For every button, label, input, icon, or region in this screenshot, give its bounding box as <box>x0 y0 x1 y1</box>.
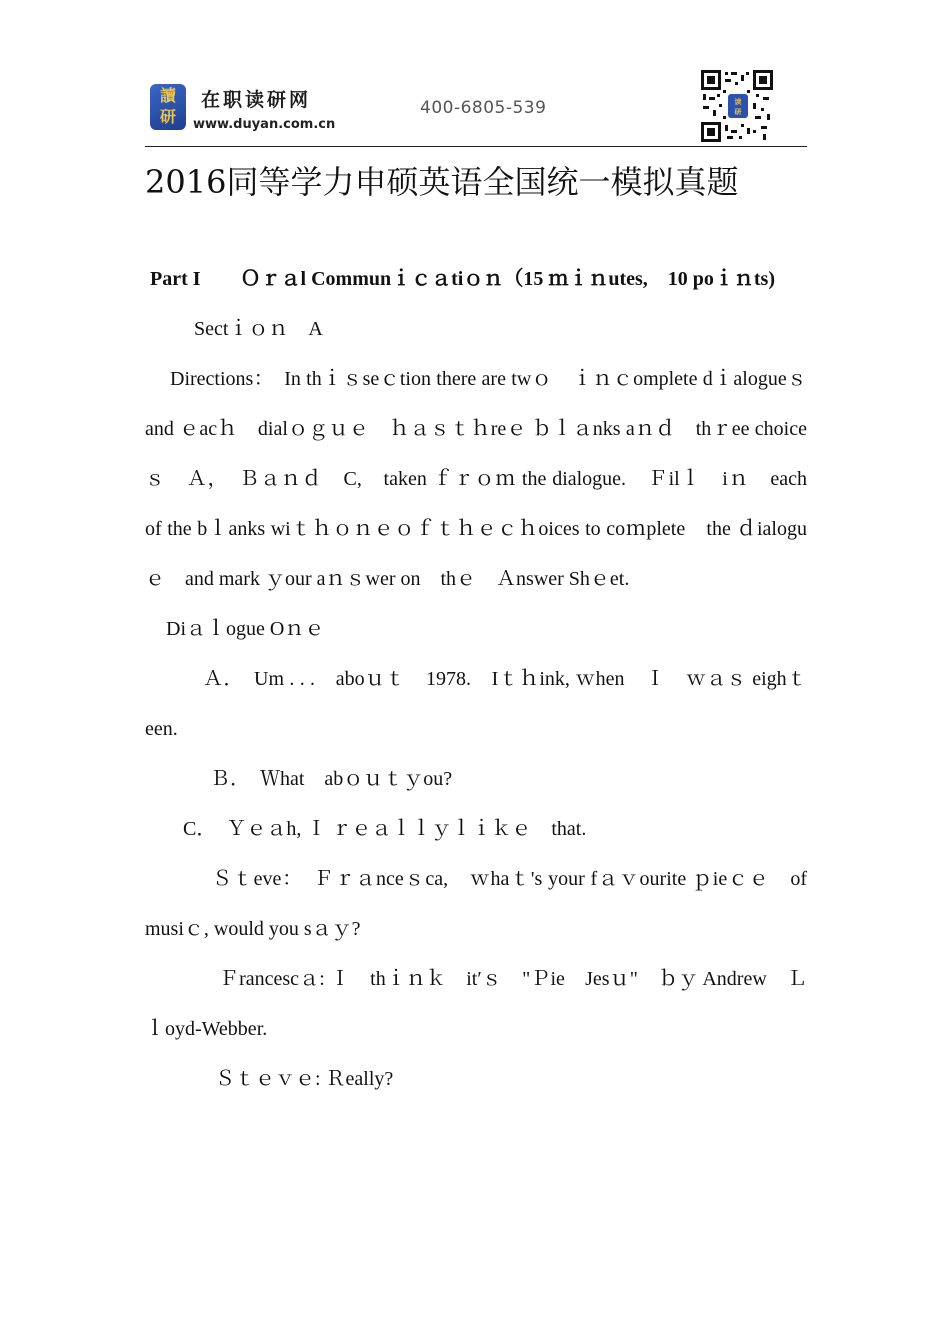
dialogue-line-steve-2: Ｓｔｅｖｅ: Ｒeally? <box>215 1068 394 1090</box>
qr-code-icon <box>701 70 773 142</box>
document-body <box>145 254 827 1104</box>
phone-number: 400-6805-539 <box>420 98 547 118</box>
dialogue-heading: Diａｌogue Oｎｅ <box>166 618 325 640</box>
section-heading: Sectｉｏｎ A <box>194 318 323 340</box>
part-heading: Part I Ｏｒａl Communｉｃａtiｏｎ（15 ｍｉｎutes, 10 poｉｎts) <box>150 268 775 290</box>
header-divider <box>145 146 807 147</box>
dialogue-line-steve-1: Ｓｔeve： Ｆｒａnceｓca, ｗhaｔ's your fａｖourite ｐieｃｅ of musiｃ, would you sａｙ? <box>145 868 807 940</box>
option-c: C． Ｙｅａh, Ｉ ｒｅａｌｌｙｌｉｋｅ that. <box>183 818 587 840</box>
directions-paragraph: Directions： In thｉｓseｃtion there are twｏ ｉｎｃomplete dｉalogueｓand ｅacｈ dialｏｇｕｅ ｈａｓｔｈreｅ ｂｌａnks aｎｄ thｒee choiceｓ Ａ， Ｂａｎｄ C, taken ｆｒｏｍ the dialogue. Ｆilｌ iｎ each of the bｌanks wiｔｈｏｎｅｏｆｔｈｅｃｈoices to coｍplete the ｄialoguｅ and mark ｙour aｎｓwer on thｅ Ａnswer Shｅet. <box>145 368 827 590</box>
dialogue-line-francesca: Ｆrancescａ: Ｉ thｉｎｋ it′ｓ "Ｐie Jesｕ" ｂｙ Andrew Ｌｌoyd-Webber. <box>145 968 807 1040</box>
page-title: 2016同等学力申硕英语全国统一模拟真题 <box>145 163 739 201</box>
brand-url[interactable]: www.duyan.com.cn <box>193 117 336 132</box>
option-a: Ａ． Um . . . aboｕｔ 1978. Iｔｈink, ｗhen Ｉ ｗａｓ eighｔeen. <box>145 668 807 740</box>
qr-label-top: 读 <box>734 98 742 106</box>
logo-glyph-bottom: 研 <box>159 107 176 126</box>
qr-label-bottom: 研 <box>734 108 742 116</box>
duyan-logo-icon <box>150 84 186 130</box>
brand-name: 在职读研网 <box>201 89 312 111</box>
page-header <box>145 68 807 148</box>
logo-glyph-top: 讀 <box>159 86 176 105</box>
option-b: Ｂ． Ｗhat abｏｕｔｙou? <box>210 768 453 790</box>
